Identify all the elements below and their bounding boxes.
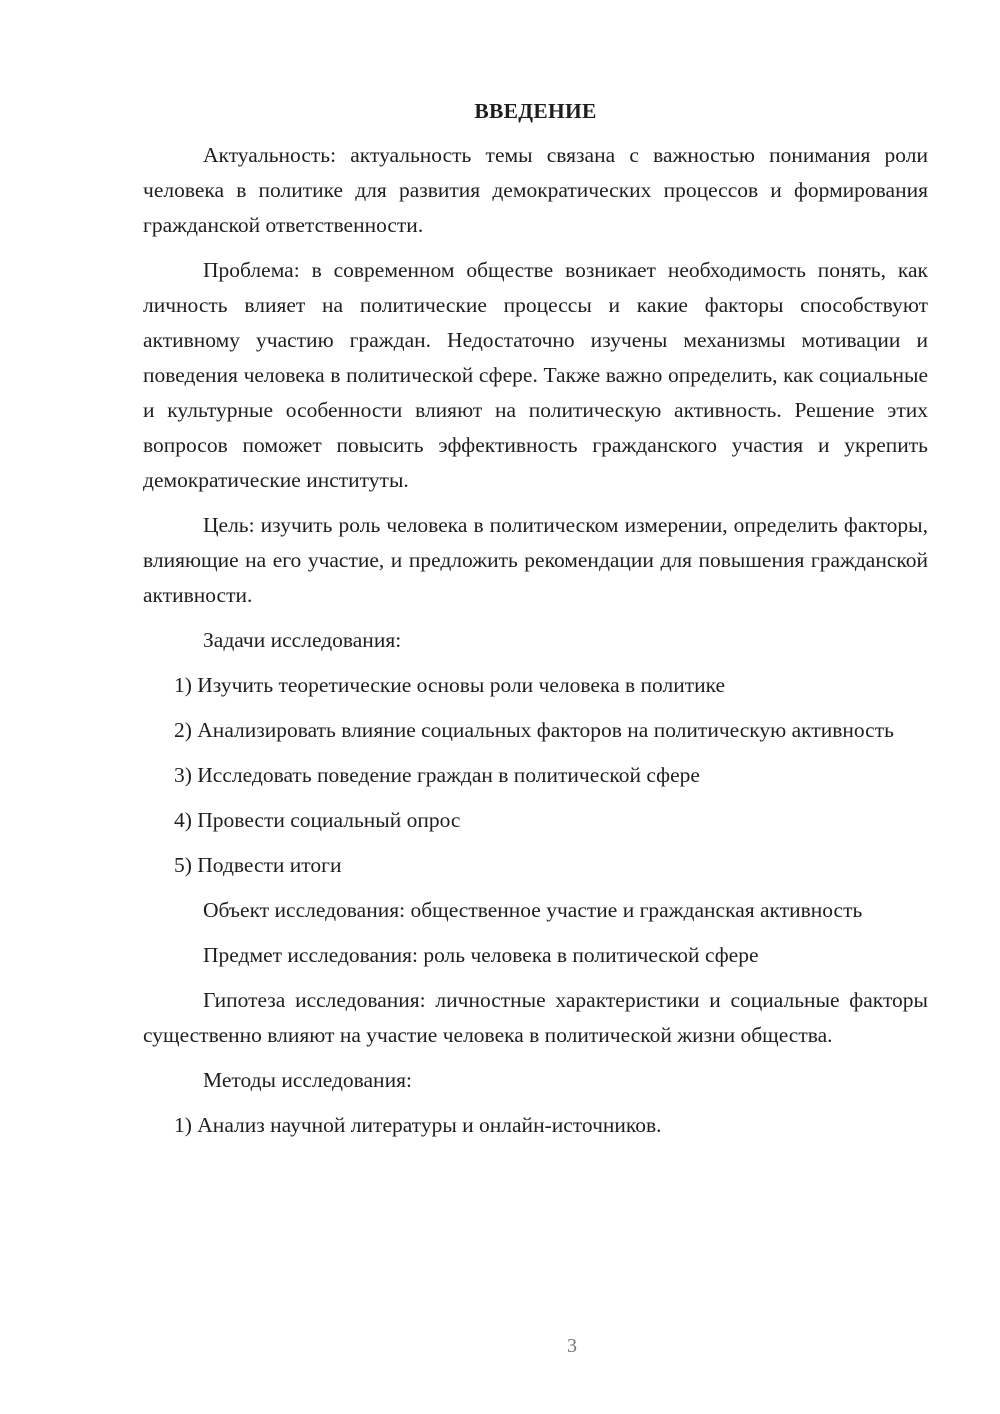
method-item: 1) Анализ научной литературы и онлайн-источников.	[174, 1113, 662, 1137]
goal-paragraph: Цель: изучить роль человека в политическом измерении, определить факторы, влияющие на его участие, и предложить рекомендации для повышения гражданской активности.	[143, 513, 928, 607]
document-page	[143, 96, 928, 1143]
section-title: ВВЕДЕНИЕ	[474, 99, 597, 123]
methods-heading: Методы исследования:	[203, 1068, 412, 1092]
hypothesis-paragraph: Гипотеза исследования: личностные характеристики и социальные факторы существенно влияют на участие человека в политической жизни общества.	[143, 988, 928, 1047]
page-number: 3	[567, 1335, 577, 1357]
relevance-paragraph: Актуальность: актуальность темы связана с важностью понимания роли человека в политике для развития демократических процессов и формирования гражданской ответственности.	[143, 143, 928, 237]
tasks-heading: Задачи исследования:	[203, 628, 402, 652]
object-paragraph: Объект исследования: общественное участие и гражданская активность	[203, 898, 863, 922]
task-item: 4) Провести социальный опрос	[174, 808, 461, 832]
task-item: 3) Исследовать поведение граждан в политической сфере	[174, 763, 700, 787]
subject-paragraph: Предмет исследования: роль человека в политической сфере	[203, 943, 759, 967]
task-item: 2) Анализировать влияние социальных факторов на политическую активность	[174, 718, 894, 742]
task-item: 5) Подвести итоги	[174, 853, 342, 877]
problem-paragraph: Проблема: в современном обществе возникает необходимость понять, как личность влияет на политические процессы и какие факторы способствуют активному участию граждан. Недостаточно изучены механизмы мотивации и поведения человека в политической сфере. Также важно определить, как социальные и культурные особенности влияют на политическую активность. Решение этих вопросов поможет повысить эффективность гражданского участия и укрепить демократические институты.	[143, 258, 928, 492]
task-item: 1) Изучить теоретические основы роли человека в политике	[174, 673, 726, 697]
